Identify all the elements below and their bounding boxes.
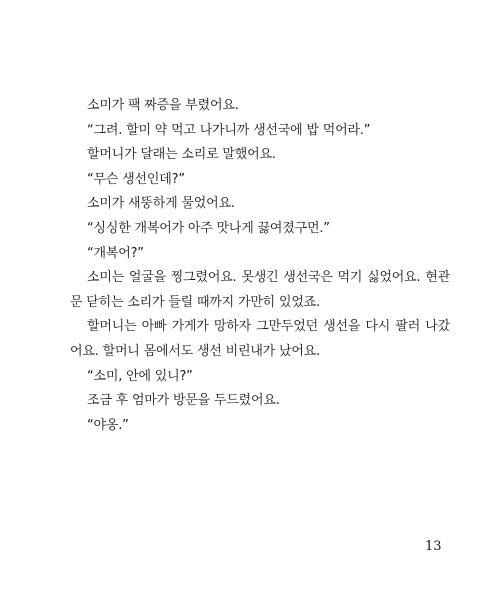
paragraph: “소미, 안에 있니?”	[87, 368, 193, 384]
paragraph: “무슨 생선인데?”	[87, 171, 185, 187]
paragraph: 할머니는 아빠 가게가 망하자 그만두었던 생선을 다시 팔러 나갔어요. 할머니 몸에서도 생선 비린내가 났어요.	[70, 319, 450, 359]
paragraph: “싱싱한 개복어가 아주 맛나게 끓여졌구먼.”	[87, 220, 330, 236]
paragraph: “개복어?”	[87, 245, 144, 261]
paragraph: 소미가 새뚱하게 물었어요.	[87, 196, 235, 212]
paragraph: 할머니가 달래는 소리로 말했어요.	[87, 147, 276, 163]
paragraph: 소미가 팩 짜증을 부렸어요.	[87, 98, 239, 113]
page-body	[70, 94, 450, 438]
paragraph: “그려. 할미 약 먹고 나가니까 생선국에 밥 먹어라.”	[87, 122, 371, 138]
paragraph: “야옹.”	[87, 417, 129, 433]
page-number: 13	[425, 539, 442, 554]
paragraph: 조금 후 엄마가 방문을 두드렸어요.	[87, 393, 280, 409]
paragraph: 소미는 얼굴을 찡그렸어요. 못생긴 생선국은 먹기 싫었어요. 현관문 닫히는 소리가 들릴 때까지 가만히 있었죠.	[70, 270, 450, 310]
